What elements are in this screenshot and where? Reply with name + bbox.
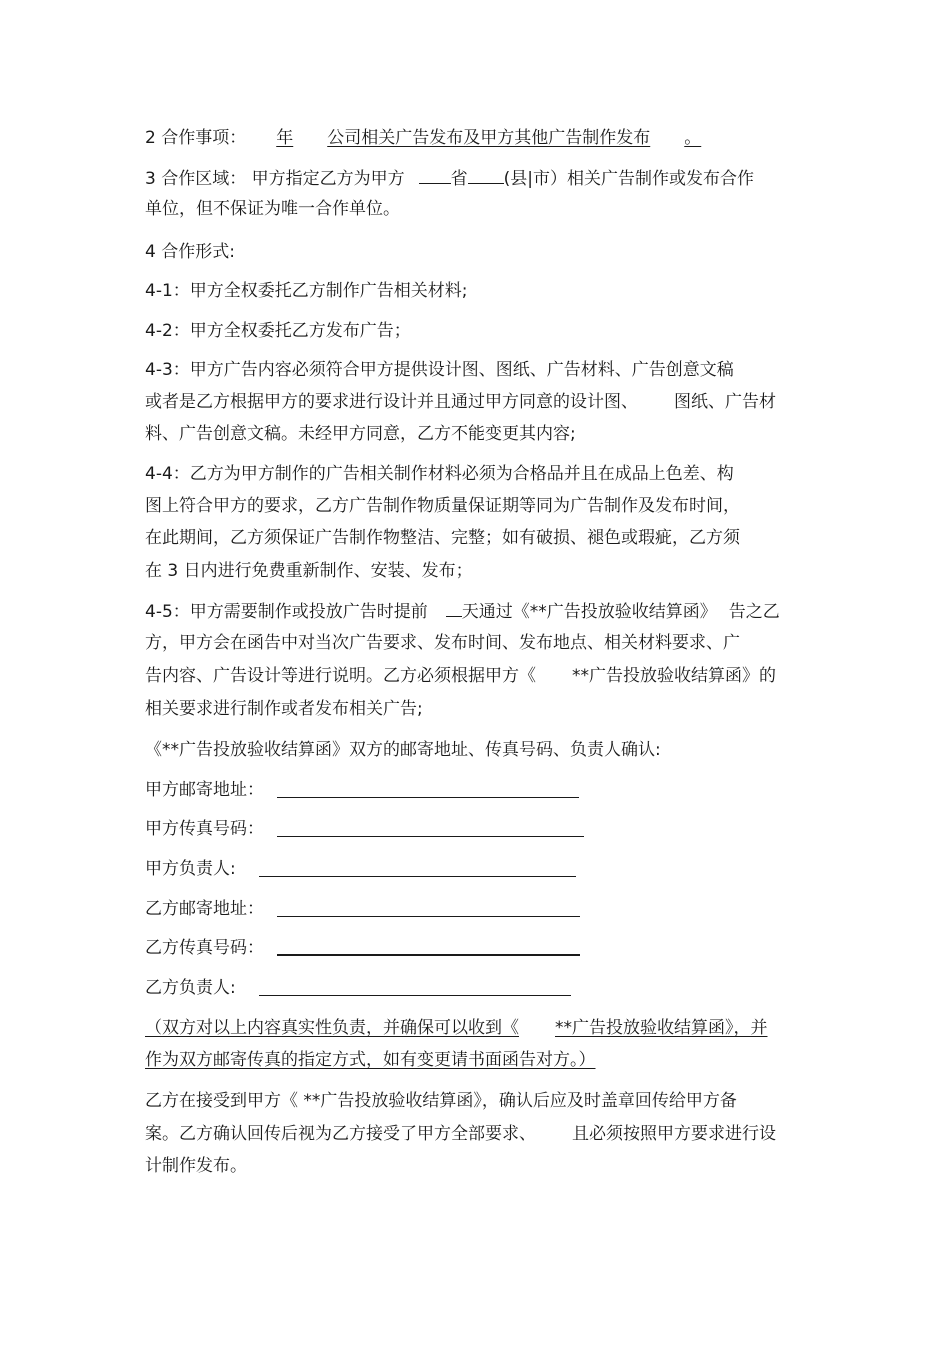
item-2-label: 2 合作事项： — [145, 128, 247, 148]
item-4-5-line-4: 相关要求进行制作或者发布相关广告; — [145, 699, 423, 719]
item-4-5-line-1: 4-5：甲方需要制作或投放广告时提前 天通过《**广告投放验收结算函》 告之乙 — [145, 602, 780, 622]
item-3-line-1: 3 合作区域： 甲方指定乙方为甲方 省 (县|市）相关广告制作或发布合作 — [145, 169, 754, 189]
item-4-4-line-2: 图上符合甲方的要求，乙方广告制作物质量保证期等同为广告制作及发布时间， — [145, 496, 740, 516]
confirm-title: 《**广告投放验收结算函》双方的邮寄地址、传真号码、负责人确认: — [145, 740, 661, 760]
field-label-party-b-fax: 乙方传真号码： — [145, 938, 264, 958]
party-a-address-blank — [277, 797, 579, 798]
field-label-party-a-address: 甲方邮寄地址： — [145, 780, 264, 800]
field-label-party-b-address: 乙方邮寄地址： — [145, 899, 264, 919]
party-b-fax-blank — [277, 954, 580, 956]
party-a-contact-blank — [259, 876, 576, 877]
item-4-title: 4 合作形式: — [145, 242, 235, 262]
note-line-2: 作为双方邮寄传真的指定方式，如有变更请书面函告对方。） — [145, 1050, 596, 1070]
item-4-4-line-4: 在 3 日内进行免费重新制作、安装、发布； — [145, 561, 473, 581]
item-2-underlined: 年 公司相关广告发布及甲方其他广告制作发布 。 — [276, 128, 702, 148]
county-blank — [468, 167, 504, 184]
item-4-5-line-3: 告内容、广告设计等进行说明。乙方必须根据甲方《 **广告投放验收结算函》的 — [145, 666, 776, 686]
days-blank — [446, 600, 462, 617]
item-4-1: 4-1：甲方全权委托乙方制作广告相关材料; — [145, 281, 468, 301]
item-4-3-line-1: 4-3：甲方广告内容必须符合甲方提供设计图、图纸、广告材料、广告创意文稿 — [145, 360, 734, 380]
closing-line-1: 乙方在接受到甲方《 **广告投放验收结算函》，确认后应及时盖章回传给甲方备 — [145, 1091, 737, 1111]
party-b-contact-blank — [259, 995, 571, 996]
province-blank — [419, 167, 451, 184]
item-4-4-line-1: 4-4：乙方为甲方制作的广告相关制作材料必须为合格品并且在成品上色差、构 — [145, 464, 734, 484]
field-label-party-a-fax: 甲方传真号码： — [145, 819, 264, 839]
field-label-party-b-contact: 乙方负责人: — [145, 978, 236, 998]
party-b-address-blank — [277, 916, 580, 917]
field-label-party-a-contact: 甲方负责人: — [145, 859, 236, 879]
note-line-1: （双方对以上内容真实性负责，并确保可以收到《 **广告投放验收结算函》，并 — [145, 1018, 768, 1038]
item-3-line-2: 单位，但不保证为唯一合作单位。 — [145, 199, 400, 219]
item-4-3-line-3: 料、广告创意文稿。未经甲方同意，乙方不能变更其内容; — [145, 424, 576, 444]
closing-line-3: 计制作发布。 — [145, 1156, 247, 1176]
item-4-4-line-3: 在此期间，乙方须保证广告制作物整洁、完整；如有破损、褪色或瑕疵，乙方须 — [145, 528, 740, 548]
item-4-3-line-2: 或者是乙方根据甲方的要求进行设计并且通过甲方同意的设计图、 图纸、广告材 — [145, 392, 776, 412]
closing-line-2: 案。乙方确认回传后视为乙方接受了甲方全部要求、 且必须按照甲方要求进行设 — [145, 1124, 776, 1144]
item-4-5-line-2: 方，甲方会在函告中对当次广告要求、发布时间、发布地点、相关材料要求、广 — [145, 633, 740, 653]
item-4-2: 4-2：甲方全权委托乙方发布广告； — [145, 321, 411, 341]
item-2-line — [145, 127, 715, 149]
party-a-fax-blank — [277, 836, 584, 837]
